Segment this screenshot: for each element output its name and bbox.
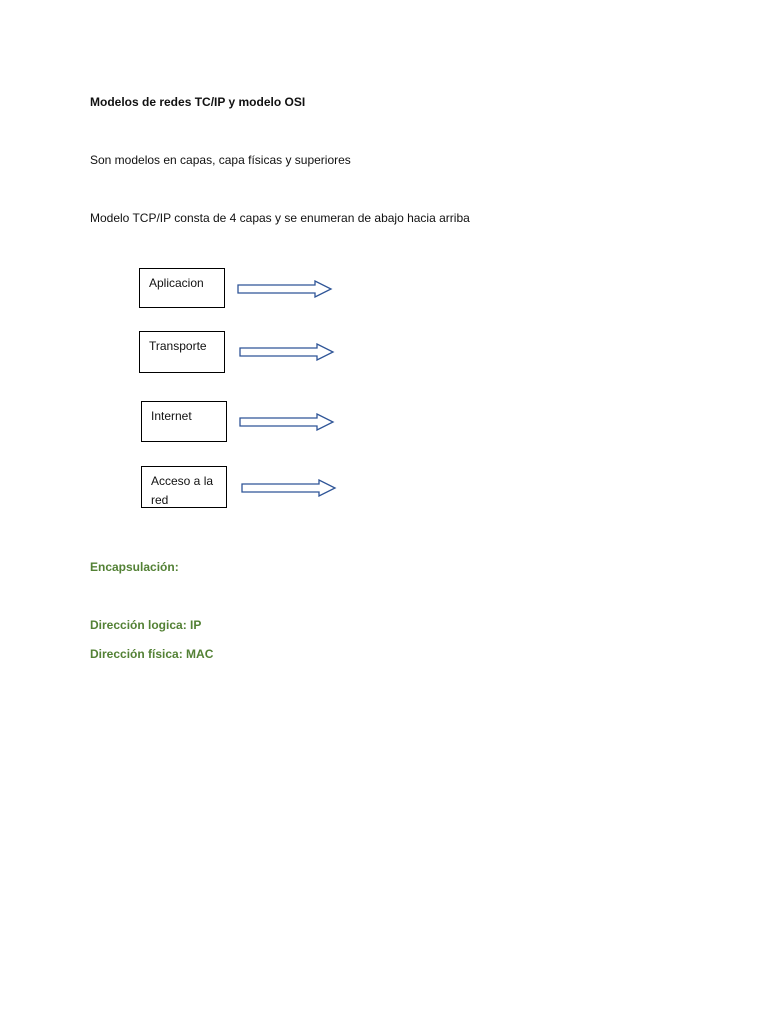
- layer-label: Aplicacion: [149, 276, 204, 290]
- right-arrow-icon: [241, 479, 337, 497]
- physical-address-line: Dirección física: MAC: [90, 647, 214, 661]
- tcpip-description: Modelo TCP/IP consta de 4 capas y se enumeran de abajo hacia arriba: [90, 211, 470, 225]
- layer-label: Internet: [151, 409, 192, 423]
- right-arrow-icon: [239, 343, 335, 361]
- layer-box-aplicacion: [139, 268, 225, 308]
- layer-box-acceso-a-la-red: [141, 466, 227, 508]
- layer-label: Transporte: [149, 339, 207, 353]
- intro-paragraph: Son modelos en capas, capa físicas y superiores: [90, 153, 351, 167]
- layer-box-transporte: [139, 331, 225, 373]
- layer-box-internet: [141, 401, 227, 442]
- document-title: Modelos de redes TC/IP y modelo OSI: [90, 95, 306, 109]
- logical-address-line: Dirección logica: IP: [90, 618, 202, 632]
- right-arrow-icon: [237, 280, 333, 298]
- layer-label: Acceso a la red: [151, 474, 214, 507]
- encapsulation-heading: Encapsulación:: [90, 560, 179, 574]
- right-arrow-icon: [239, 413, 335, 431]
